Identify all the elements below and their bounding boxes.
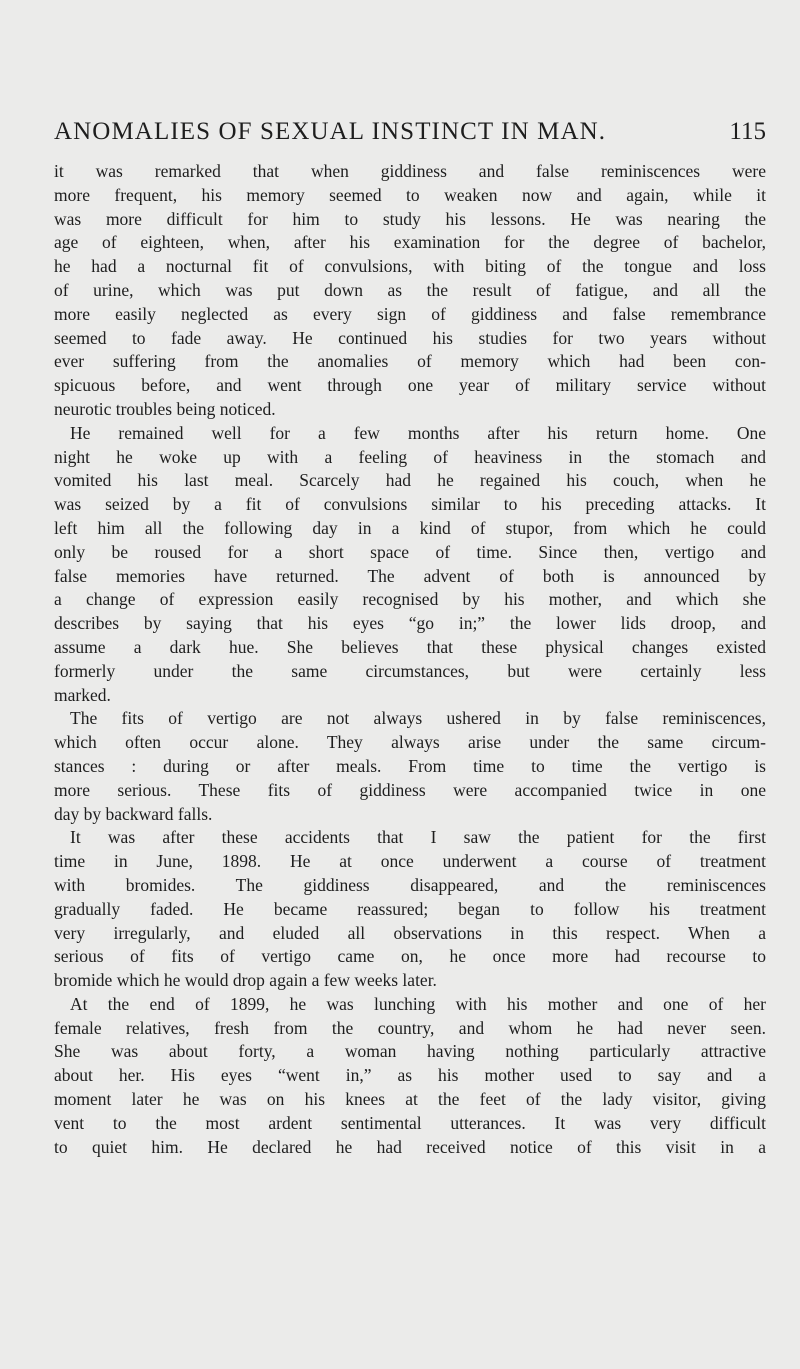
text-line: stances : during or after meals. From time to time the vertigo is [54,755,766,776]
text-line: vomited his last meal. Scarcely had he regained his couch, when he [54,470,766,491]
text-line: it was remarked that when giddiness and false reminiscences were [54,161,766,181]
text-line: day by backward falls. [54,803,213,824]
text-line: formerly under the same circumstances, but were certainly less [54,660,766,681]
text-line: more serious. These fits of giddiness were accompanied twice in one [54,779,766,800]
text-line: serious of fits of vertigo came on, he once more had recourse to [54,946,766,967]
paragraph [54,422,766,708]
text-line: female relatives, fresh from the country, and whom he had never seen. [54,1017,766,1038]
paragraph [54,993,766,1160]
body-text [54,160,766,1159]
text-line: false memories have returned. The advent of both is announced by [54,565,766,586]
text-line: more frequent, his memory seemed to weaken now and again, while it [54,184,766,205]
text-line: he had a nocturnal fit of convulsions, with biting of the tongue and loss [54,256,766,277]
text-line: more easily neglected as every sign of giddiness and false remembrance [54,303,766,324]
text-line: spicuous before, and went through one year of military service without [54,375,766,396]
text-line: bromide which he would drop again a few weeks later. [54,970,437,991]
paragraph [54,160,766,422]
text-line: marked. [54,684,111,705]
paragraph [54,826,766,993]
text-line: She was about forty, a woman having nothing particularly attractive [54,1041,766,1062]
text-line: left him all the following day in a kind of stupor, from which he could [54,517,766,538]
text-line: He remained well for a few months after his return home. One [70,422,766,443]
text-line: age of eighteen, when, after his examination for the degree of bachelor, [54,232,766,253]
text-line: moment later he was on his knees at the feet of the lady visitor, giving [54,1089,766,1110]
paragraph [54,707,766,826]
text-line: neurotic troubles being noticed. [54,398,276,419]
text-line: night he woke up with a feeling of heaviness in the stomach and [54,446,766,467]
chapter-title: ANOMALIES OF SEXUAL INSTINCT IN MAN. [54,118,607,145]
running-head [54,118,766,158]
text-line: was seized by a fit of convulsions similar to his preceding attacks. It [54,494,766,515]
text-line: The fits of vertigo are not always ushered in by false reminiscences, [70,708,766,729]
text-line: vent to the most ardent sentimental utterances. It was very difficult [54,1112,766,1133]
text-line: time in June, 1898. He at once underwent a course of treatment [54,851,766,872]
text-line: only be roused for a short space of time. Since then, vertigo and [54,541,766,562]
text-line: to quiet him. He declared he had received notice of this visit in a [54,1136,766,1157]
text-line: a change of expression easily recognised by his mother, and which she [54,589,766,610]
text-line: seemed to fade away. He continued his studies for two years without [54,327,766,348]
text-line: describes by saying that his eyes “go in;” the lower lids droop, and [54,613,766,634]
text-line: which often occur alone. They always arise under the same circum- [54,732,766,753]
text-line: At the end of 1899, he was lunching with his mother and one of her [70,993,766,1014]
text-line: very irregularly, and eluded all observations in this respect. When a [54,922,766,943]
text-line: of urine, which was put down as the result of fatigue, and all the [54,279,766,300]
text-line: was more difficult for him to study his lessons. He was nearing the [54,208,766,229]
text-line: ever suffering from the anomalies of memory which had been con- [54,351,766,372]
text-line: gradually faded. He became reassured; began to follow his treatment [54,898,766,919]
page-number: 115 [729,118,766,145]
text-line: It was after these accidents that I saw the patient for the first [70,827,766,848]
text-line: assume a dark hue. She believes that these physical changes existed [54,636,766,657]
text-line: with bromides. The giddiness disappeared, and the reminiscences [54,874,766,895]
text-line: about her. His eyes “went in,” as his mother used to say and a [54,1065,766,1086]
